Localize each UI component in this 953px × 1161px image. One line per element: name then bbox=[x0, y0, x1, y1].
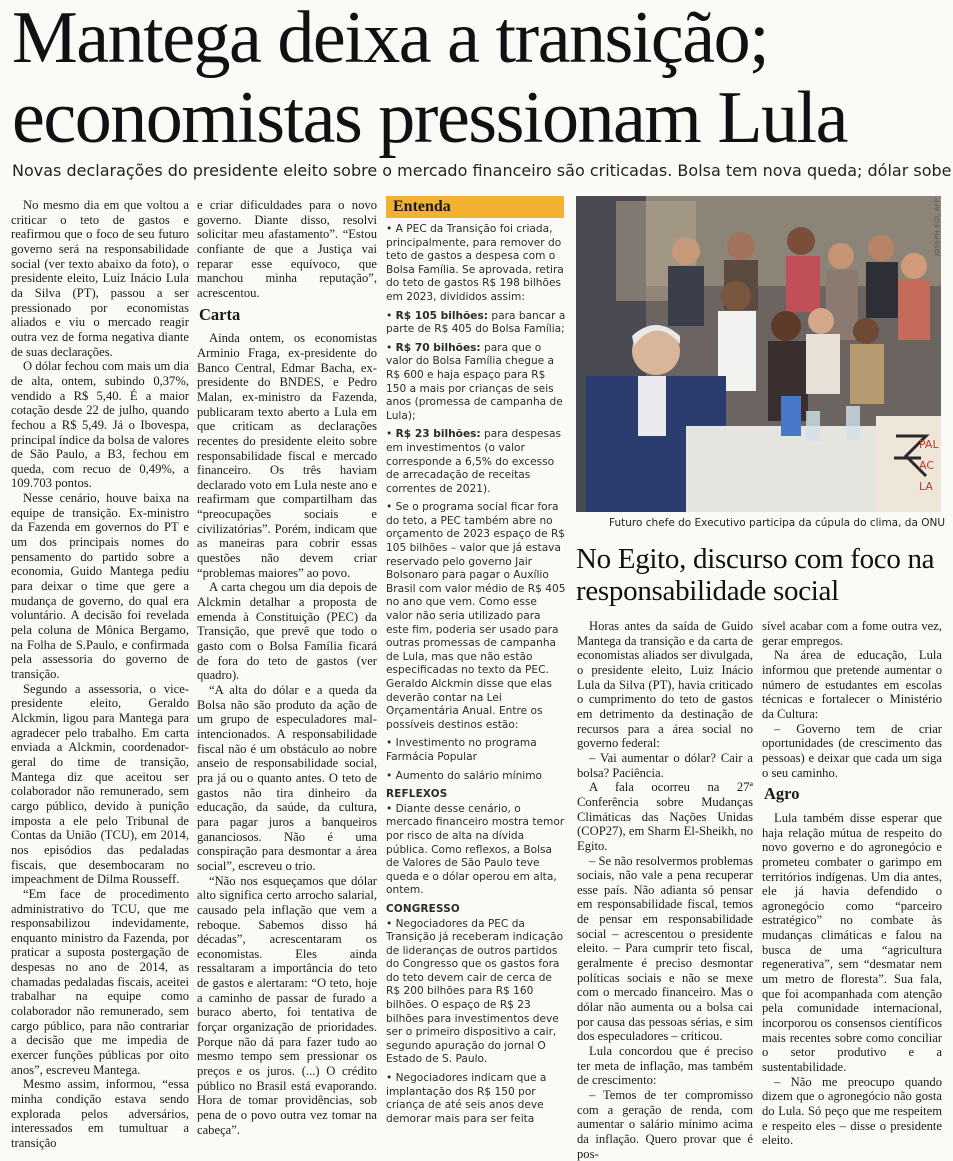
article-column-egito-2 bbox=[762, 619, 942, 1148]
paragraph: A fala ocorreu na 27ª Conferência sobre Mudanças Climáticas das Nações Unidas (COP27), em Sharm El-Sheikh, no Egito. bbox=[577, 780, 753, 853]
paragraph: “Em face de procedimento administrativo do TCU, que me responsabilizou indevidamente, enquanto ministro da Fazenda, por praticar a suposta postergação de despesas no ano de 2014, as chamadas pedaladas fiscais, aceitei trabalhar na equipe como colaborador não remunerado, sem cargo público, para não contrariar a decisão que me impedia de exercer funções públicas por oito anos”, escreveu Mantega. bbox=[11, 886, 189, 1077]
headline-line-1: Mantega deixa a transição; bbox=[12, 0, 769, 79]
paragraph: O dólar fechou com mais um dia de alta, ontem, subindo 0,37%, vendido a R$ 5,40. É a maior cotação desde 22 de julho, quando fechou a R$ 5,49. Já o Ibovespa, principal índice da bolsa de valores de São Paulo, a B3, fechou em queda, com recuo de 0,49%, a 109.703 pontos. bbox=[11, 359, 189, 491]
banner-text: LA bbox=[919, 480, 933, 493]
box-intro: • A PEC da Transição foi criada, principalmente, para remover do teto de gastos a despesa com o Bolsa Família. Se aprovada, retira do teto de gastos R$ 198 bilhões em 2023, divididos assim: bbox=[386, 223, 566, 305]
photo-illustration bbox=[576, 196, 941, 512]
paragraph: Horas antes da saída de Guido Mantega da transição e da carta de economistas aliados ser divulgada, o presidente eleito, Luiz Inácio Lula da Silva (PT), havia criticado o cumprimento do teto de gastos em detrimento da destinação de recursos para a área social no governo federal: bbox=[577, 619, 753, 751]
paragraph: “Não nos esqueçamos que dólar alto significa certo arrocho salarial, causado pela inflação que vem a reboque. Sabemos disso há décadas”, acrescentaram os economistas. Eles ainda ressaltaram a importância do teto de gastos e alertaram: “O teto, hoje a caminho de passar de furado a buraco aberto, foi tentativa de forçar organização de prioridades. Porque não dá para fazer tudo ao mesmo tempo sem pressionar os preços e os juros. (...) O crédito público no Brasil está evaporando. Hora de tomar providências, sob pena de o povo outra vez tomar na cabeça”. bbox=[197, 873, 377, 1137]
reflexos-paragraph: • Diante desse cenário, o mercado financeiro mostra temor por risco de alta na dívida pública. Como reflexos, a Bolsa de Valores de São Paulo teve queda e o dólar operou em alta, ontem. bbox=[386, 803, 566, 898]
paragraph: – Temos de ter compromisso com a geração de renda, com aumentar o salário mínimo acima da inflação. Quero provar que é pos- bbox=[577, 1088, 753, 1161]
article-column-1 bbox=[11, 198, 189, 1150]
congresso-paragraph: • Negociadores da PEC da Transição já receberam indicação de lideranças de outros partidos do Congresso que os gastos fora do teto devem cair de cerca de R$ 200 bilhões para R$ 160 bilhões. O espaço de R$ 23 bilhões para investimentos deve ser o primeiro dispositivo a cair, segundo apuração do jornal O Estado de S. Paulo. bbox=[386, 918, 566, 1068]
box-destino-item: • Investimento no programa Farmácia Popular bbox=[386, 737, 566, 764]
article-column-egito-1 bbox=[577, 619, 753, 1161]
paragraph: Na área de educação, Lula informou que pretende aumentar o número de estudantes em escolas técnicas e fortalecer o Ministério da Cultura: bbox=[762, 648, 942, 721]
secondary-headline: No Egito, discurso com foco na responsabilidade social bbox=[576, 543, 935, 607]
paragraph: A carta chegou um dia depois de Alckmin detalhar a proposta de emenda à Constituição (PEC) da Transição, que prevê que todo o gasto com o Bolsa Família ficará de fora do teto de gastos (ver quadro). bbox=[197, 580, 377, 683]
congresso-paragraph: • Negociadores indicam que a implantação dos R$ 150 por criança de até seis anos deve demorar mais para ser feita bbox=[386, 1072, 566, 1126]
paragraph: “A alta do dólar e a queda da Bolsa não são produto da ação de um grupo de especuladores mal-intencionados. A responsabilidade fiscal não é um obstáculo ao nobre anseio de responsabilidade social, pra já ou o quanto antes. O teto de gastos não tira dinheiro da educação, da saúde, da cultura, para pagar juros a banqueiros gananciosos. Não é uma conspiração para desmontar a área social”, escreveu o trio. bbox=[197, 683, 377, 873]
paragraph: Ainda ontem, os economistas Arminio Fraga, ex-presidente do Banco Central, Edmar Bacha, ex-presidente do BNDES, e Pedro Malan, ex-ministro da Fazenda, publicaram texto aberto a Lula em que criticam as declarações recentes do presidente eleito sobre responsabilidade fiscal e mercado financeiro. Os três haviam declarado voto em Lula neste ano e reafirmam que compartilham das “preocupações sociais e civilizatórias”. Porém, indicam que as maneiras para cobrir essas questões não devem criar “problemas maiores” ao povo. bbox=[197, 331, 377, 580]
paragraph: – Não me preocupo quando dizem que o agronegócio não gosta do Lula. Só peço que me respeitem e respeito eles – disse o presidente eleito. bbox=[762, 1074, 942, 1148]
paragraph: Lula concordou que é preciso ter meta de inflação, mas também de crescimento: bbox=[577, 1044, 753, 1088]
paragraph: – Governo tem de criar oportunidades (de crescimento das pessoas) e deixar que cada um siga o seu caminho. bbox=[762, 721, 942, 780]
section-subtitle-agro: Agro bbox=[764, 784, 800, 804]
box-social-paragraph: • Se o programa social ficar fora do teto, a PEC também abre no orçamento de 2023 espaço de R$ 105 bilhões – valor que já estava reservado pelo governo Jair Bolsonaro para pagar o Auxílio Brasil com valor médio de R$ 405 no ano que vem. Como esse valor não seria utilizado para este fim, poderia ser usado para outras promessas de campanha de Lula, mas que não estão especificadas no texto da PEC. Geraldo Alckmin disse que elas deverão contar na Lei Orçamentária Anual. Entre os possíveis destinos estão: bbox=[386, 501, 566, 732]
section-subtitle-carta: Carta bbox=[199, 304, 241, 324]
paragraph: Mesmo assim, informou, “essa minha condição estava sendo explorada pelos adversários, interessados em tumultuar a transição bbox=[11, 1077, 189, 1150]
box-item: • R$ 105 bilhões: para bancar a parte de R$ 405 do Bolsa Família; bbox=[386, 310, 566, 337]
news-photo bbox=[576, 196, 941, 512]
reflexos-title: REFLEXOS bbox=[386, 788, 448, 801]
paragraph: – Se não resolvermos problemas sociais, não vale a pena recuperar esse país. Não adianta só pensar em responsabilidade fiscal, temos de pensar em responsabilidade social – acrescentou o presidente eleito. – Para cumprir teto fiscal, geralmente é preciso desmontar políticas sociais e não se mexe com o mercado financeiro. Mas o dólar não aumenta ou a bolsa cai por causa das pessoas sérias, e sim dos especuladores – criticou. bbox=[577, 853, 753, 1044]
paragraph: Segundo a assessoria, o vice-presidente eleito, Geraldo Alckmin, ligou para Mantega para agradecer pelo trabalho. Em carta enviada a Alckmin, coordenador-geral do time de transição, Mantega diz que aceitou ser colaborador não remunerado, sem cargo público, devido à punição imposta a ele pelo Tribunal de Contas da União (TCU), em 2014, nos episódios das pedaladas fiscais, que desembocaram no impeachment de Dilma Rousseff. bbox=[11, 681, 189, 887]
entenda-sidebar-box bbox=[386, 196, 566, 1144]
paragraph: e criar dificuldades para o novo governo. Diante disso, resolvi solicitar meu afastamento”. “Estou confiante de que a Justiça vai reparar esse equívoco, que manchou minha reputação”, acrescentou. bbox=[197, 198, 377, 300]
photo-credit: JOSEPH EID, AFP bbox=[933, 198, 941, 256]
banner-text: PAL bbox=[919, 438, 939, 451]
box-item: • R$ 70 bilhões: para que o valor do Bolsa Família chegue a R$ 600 e haja espaço para R$ 150 a mais por crianças de seis anos (promessa de campanha de Lula); bbox=[386, 342, 566, 424]
headline-line-2: economistas pressionam Lula bbox=[12, 77, 847, 159]
photo-caption: Futuro chefe do Executivo participa da cúpula do clima, da ONU bbox=[609, 517, 946, 529]
box-destino-item: • Aumento do salário mínimo bbox=[386, 770, 566, 784]
subheadline: Novas declarações do presidente eleito sobre o mercado financeiro são criticadas. Bolsa tem nova queda; dólar sobe bbox=[12, 161, 952, 180]
paragraph: – Vai aumentar o dólar? Cair a bolsa? Paciência. bbox=[577, 750, 753, 780]
paragraph: Lula também disse esperar que haja relação mútua de respeito do novo governo e do agronegócio e prometeu combater o garimpo em territórios indígenas. Um dia antes, ele já havia defendido o agronegócio como “parceiro estratégico” no combate às mudanças climáticas e falou na busca de uma “agricultura regenerativa”, sem “desmatar nem um metro de floresta”. Sua fala, que foi acompanhada com atenção pela comunidade internacional, incorporou os consensos científicos mais recentes sobre como conciliar o setor produtivo e a sustentabilidade. bbox=[762, 810, 942, 1075]
paragraph: Nesse cenário, houve baixa na equipe de transição. Ex-ministro da Fazenda em governos do PT e um dos principais nomes do pensamento do partido sobre a economia, Guido Mantega pediu para deixar o time que gere a mudança de governo, do qual era voluntário. A decisão foi revelada pela coluna de Mônica Bergamo, na Folha de S.Paulo, e confirmada pela assessoria do governo de transição. bbox=[11, 491, 189, 681]
main-headline bbox=[12, 0, 947, 158]
article-column-2 bbox=[197, 198, 377, 1143]
paragraph: sível acabar com a fome outra vez, gerar empregos. bbox=[762, 619, 942, 648]
paragraph: No mesmo dia em que voltou a criticar o teto de gastos e reafirmou que o foco de seu futuro governo será na responsabilidade social (ver texto abaixo da foto), o presidente eleito, Luiz Inácio Lula da Silva (PT), passou a ser pressionado por economistas aliados e viu o mercado reagir outra vez de forma negativa diante de suas declarações. bbox=[11, 198, 189, 359]
banner-text: AC bbox=[919, 459, 935, 472]
congresso-title: CONGRESSO bbox=[386, 902, 460, 915]
box-item: • R$ 23 bilhões: para despesas em investimentos (o valor corresponde a 6,5% do excesso de arrecadação de receitas correntes de 2021). bbox=[386, 428, 566, 496]
entenda-tag: Entenda bbox=[386, 196, 564, 218]
